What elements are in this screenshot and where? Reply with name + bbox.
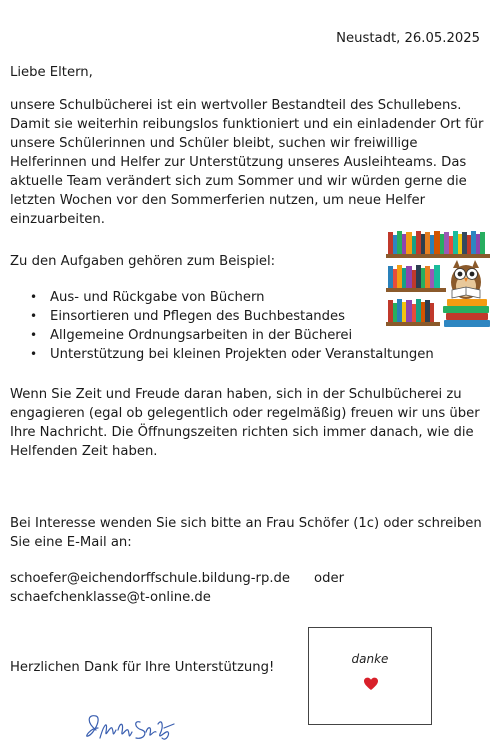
salutation: Liebe Eltern, xyxy=(10,65,93,80)
paragraph-contact: Bei Interesse wenden Sie sich bitte an Frau Schöfer (1c) oder schreiben Sie eine E-Mail an: xyxy=(10,516,482,550)
danke-card-text: danke xyxy=(351,652,389,666)
task-item: • Allgemeine Ordnungsarbeiten in der Bücherei xyxy=(30,326,434,345)
bookshelf-with-owl-icon xyxy=(386,226,494,334)
task-item: • Einsortieren und Pflegen des Buchbestandes xyxy=(30,307,434,326)
email-or-text: oder xyxy=(314,571,345,586)
task-list xyxy=(30,288,434,364)
letter-date: Neustadt, 26.05.2025 xyxy=(336,31,480,46)
paragraph-engagement: Wenn Sie Zeit und Freude daran haben, sich in der Schulbücherei zu engagieren (egal ob gelegentlich oder regelmäßig) freuen wir uns über Ihre Nachricht. Die Öffnungszeiten richten sich immer danach, wie die Helfenden Zeit haben. xyxy=(10,387,480,459)
handwritten-signature xyxy=(82,708,182,748)
task-item: • Aus- und Rückgabe von Büchern xyxy=(30,288,434,307)
email-contacts xyxy=(10,569,344,607)
paragraph-intro: unsere Schulbücherei ist ein wertvoller Bestandteil des Schullebens. Damit sie weiterhin reibungslos funktioniert und ein einladender Ort für unsere Schülerinnen und Schüler bleibt, suchen wir freiwillige Helferinnen und Helfer zur Unterstützung unseres Ausleihteams. Das aktuelle Team verändert sich zum Sommer und wir würden gerne die letzten Wochen vor den Sommerferien nutzen, um neue Helfer einzuarbeiten. xyxy=(10,98,484,227)
email-address-private[interactable]: schaefchenklasse@t-online.de xyxy=(10,590,211,605)
danke-card xyxy=(308,627,432,725)
closing-thanks: Herzlichen Dank für Ihre Unterstützung! xyxy=(10,660,275,675)
email-address-school[interactable]: schoefer@eichendorffschule.bildung-rp.de xyxy=(10,571,291,586)
tasks-intro: Zu den Aufgaben gehören zum Beispiel: xyxy=(10,254,276,269)
heart-icon xyxy=(363,676,379,692)
task-item: • Unterstützung bei kleinen Projekten oder Veranstaltungen xyxy=(30,345,434,364)
